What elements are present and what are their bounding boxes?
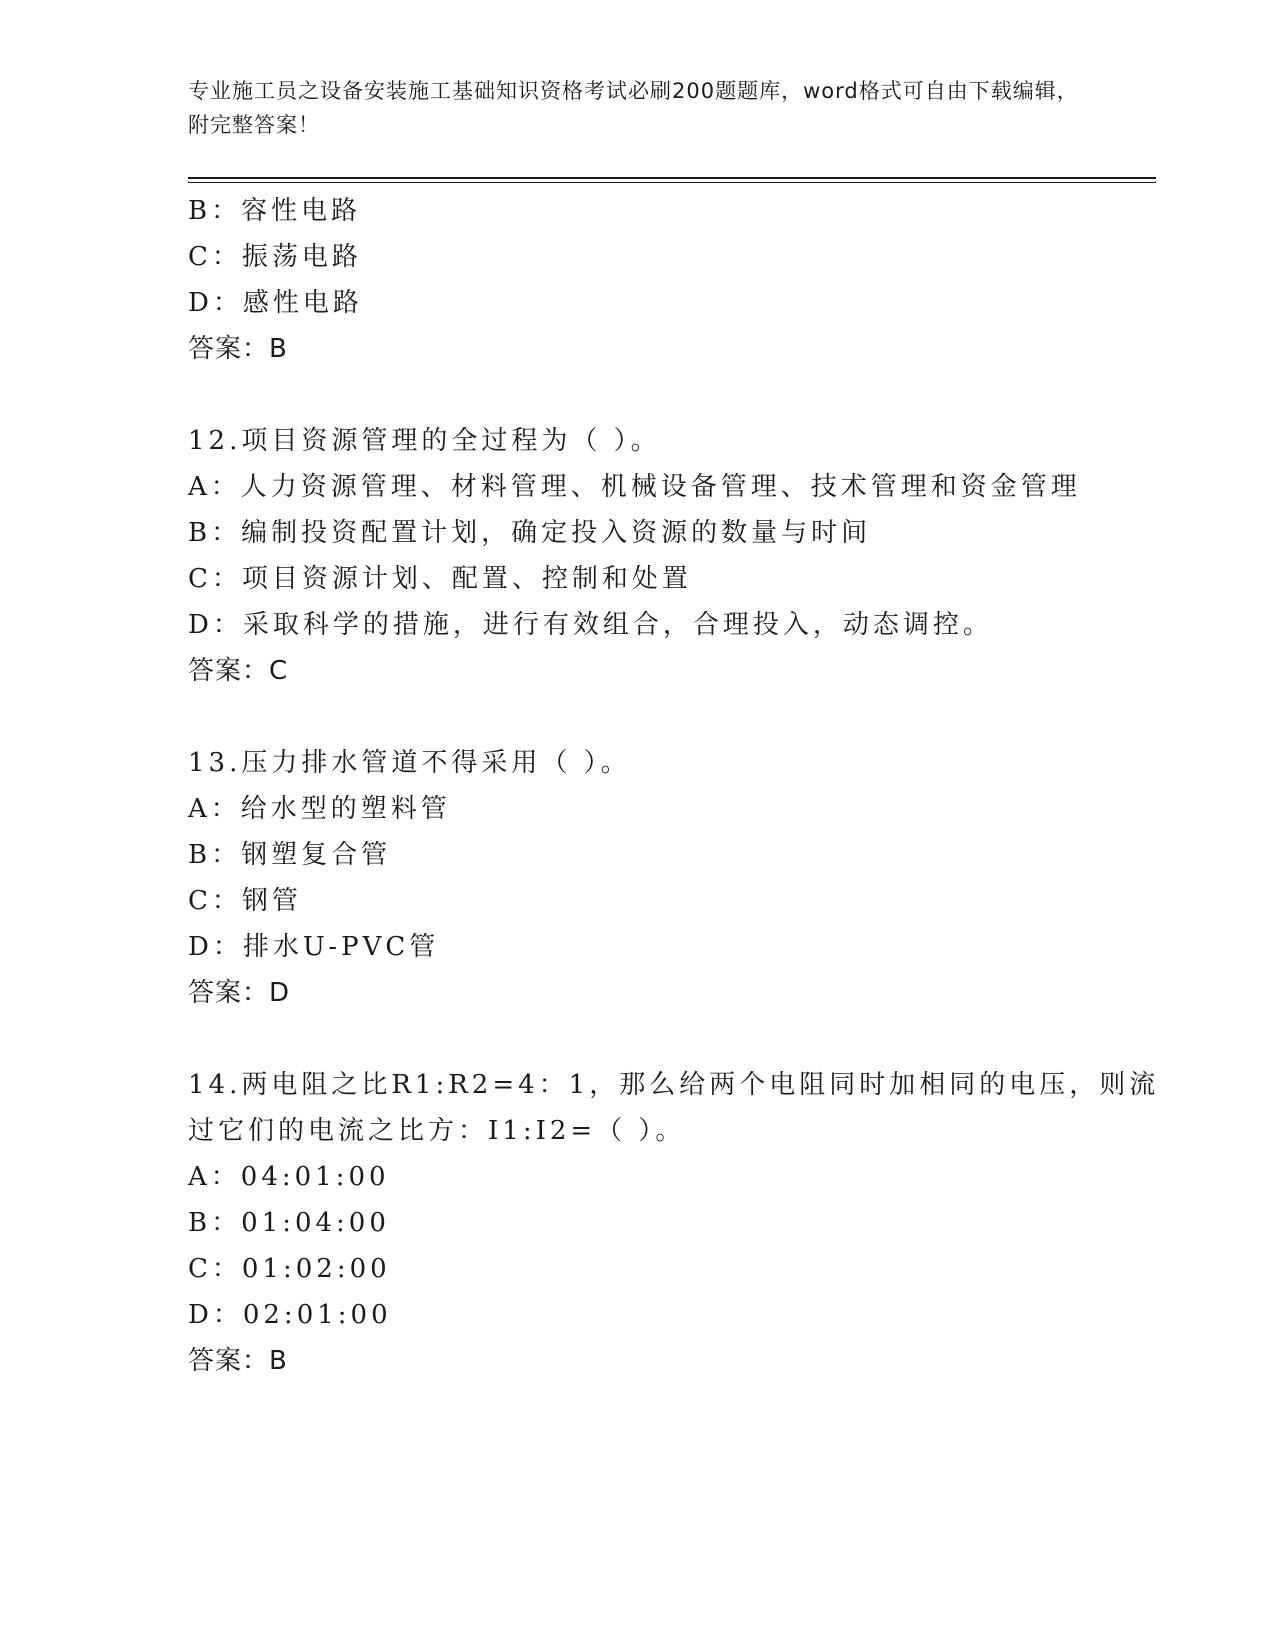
answer-line: 答案：B [188,1346,288,1376]
answer-line: 答案：C [188,656,289,686]
option-a: A：给水型的塑料管 [188,794,451,824]
option-c: C：振荡电路 [188,242,362,272]
question-stem: 12.项目资源管理的全过程为（ ）。 [188,426,661,456]
option-c: C：项目资源计划、配置、控制和处置 [188,564,692,594]
option-b: B：钢塑复合管 [188,840,392,870]
option-c: C：01:02:00 [188,1254,391,1284]
spacer [188,1016,1088,1062]
question-stem: 13.压力排水管道不得采用（ ）。 [188,748,631,778]
option-d: D：02:01:00 [188,1300,392,1330]
option-d: D：排水U-PVC管 [188,932,440,962]
question-content [188,188,1160,1384]
option-d: D：感性电路 [188,288,363,318]
option-b: B：01:04:00 [188,1208,390,1238]
spacer [188,694,1088,740]
header-divider-thin [188,182,1156,183]
option-d: D：采取科学的措施，进行有效组合，合理投入，动态调控。 [188,610,993,640]
question-stem-line-2: 过它们的电流之比方：I1:I2=（ ）。 [188,1116,686,1146]
question-13 [188,740,1088,1016]
option-c: C：钢管 [188,886,302,916]
option-b: B：容性电路 [188,196,362,226]
option-b: B：编制投资配置计划，确定投入资源的数量与时间 [188,518,872,548]
question-14 [188,1062,1160,1384]
previous-question-block [188,188,1088,372]
answer-line: 答案：B [188,334,288,364]
question-12 [188,418,1088,694]
option-a: A：人力资源管理、材料管理、机械设备管理、技术管理和资金管理 [188,472,1081,502]
option-a: A：04:01:00 [188,1162,390,1192]
spacer [188,372,1088,418]
answer-line: 答案：D [188,978,291,1008]
document-header: 专业施工员之设备安装施工基础知识资格考试必刷200题题库，word格式可自由下载编辑，附完整答案！ [188,79,1079,137]
question-stem-line-1: 14.两电阻之比R1:R2=4：1，那么给两个电阻同时加相同的电压，则流 [188,1070,1160,1100]
header-divider-thick [188,177,1156,179]
